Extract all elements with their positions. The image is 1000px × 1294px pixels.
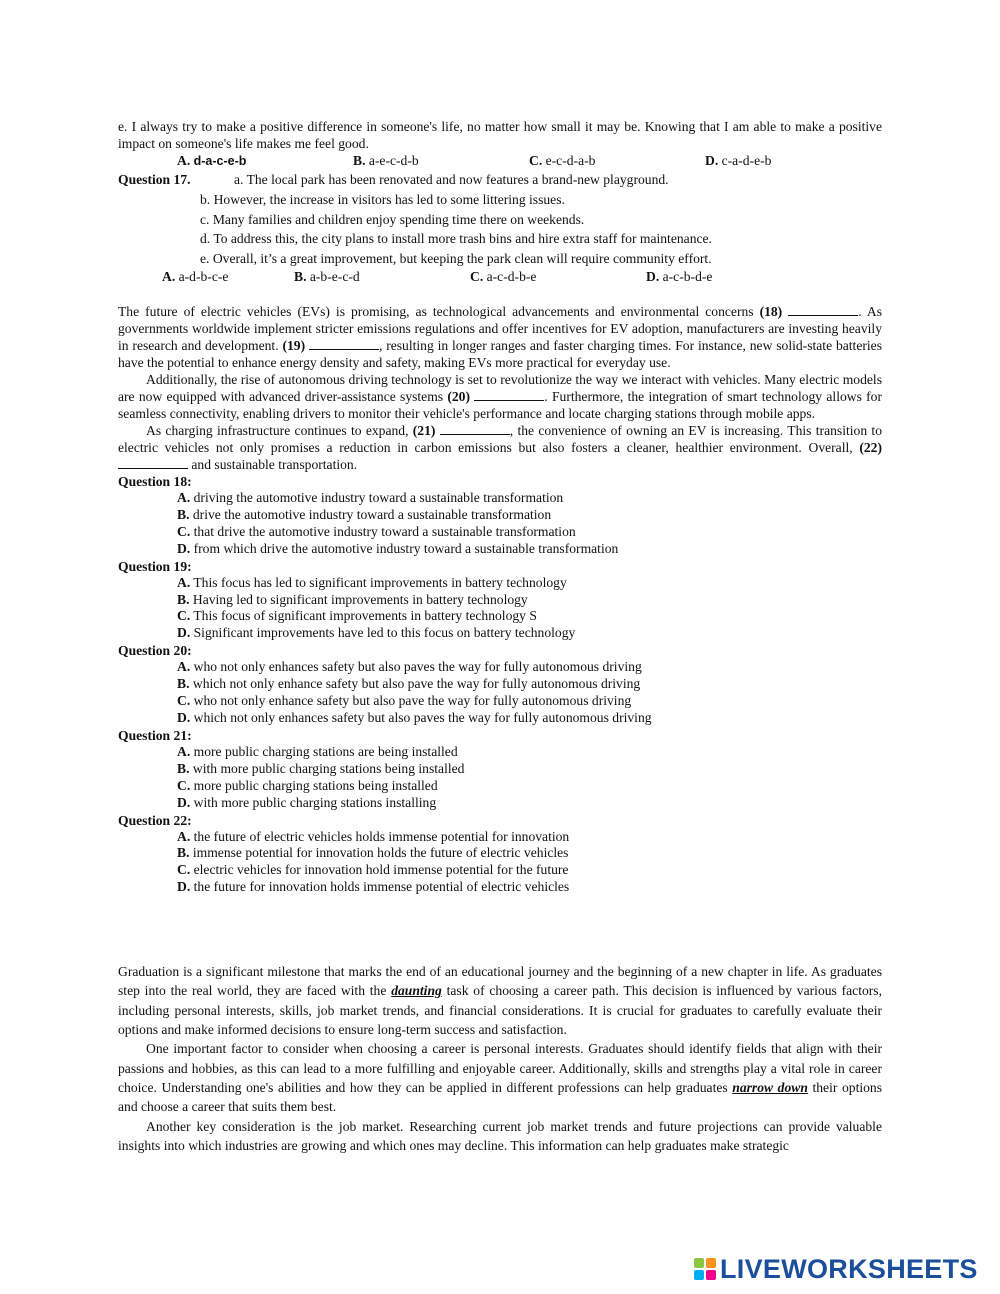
q16-answer-b[interactable]: B. a-e-c-d-b bbox=[353, 153, 419, 168]
liveworksheets-logo bbox=[694, 1256, 978, 1282]
blank-22[interactable] bbox=[118, 456, 188, 469]
q17-answer-c[interactable]: C. a-c-d-b-e bbox=[470, 269, 537, 284]
keyword-narrow-down: narrow down bbox=[732, 1079, 808, 1095]
q17-sentence-d: d. To address this, the city plans to install more trash bins and hire extra staff for maintenance. bbox=[200, 231, 712, 246]
blank-18[interactable] bbox=[788, 303, 858, 316]
option-b[interactable]: B. immense potential for innovation holds the future of electric vehicles bbox=[177, 845, 569, 861]
q17-answer-a[interactable]: A. a-d-b-c-e bbox=[162, 269, 229, 284]
ev-passage-paragraph-3: As charging infrastructure continues to expand, (21) , the convenience of owning an EV is increasing. This transition to electric vehicles not only promises a reduction in carbon emissions but also fosters a cleaner, healthier environment. Overall, (22) and sustainable transportation. bbox=[118, 423, 882, 472]
option-d[interactable]: D. with more public charging stations installing bbox=[177, 794, 437, 810]
question-label: Question 18: bbox=[118, 474, 192, 489]
question-label: Question 20: bbox=[118, 643, 192, 659]
q17-answer-d[interactable]: D. a-c-b-d-e bbox=[646, 269, 713, 284]
q17-sentence-b: b. However, the increase in visitors has led to some littering issues. bbox=[200, 192, 565, 207]
option-c[interactable]: C. that drive the automotive industry toward a sustainable transformation bbox=[177, 523, 576, 539]
question-20 bbox=[118, 642, 882, 727]
logo-mark-icon bbox=[694, 1258, 716, 1280]
ev-passage-paragraph-2: Additionally, the rise of autonomous driving technology is set to revolutionize the way we interact with vehicles. Many electric models are now equipped with advanced driver-assistance systems (20) . Furthermore, the integration of smart technology allows for seamless connectivity, enabling drivers to monitor their vehicle's performance and locate charging stations through mobile apps. bbox=[118, 372, 882, 421]
option-a[interactable]: A. who not only enhances safety but also paves the way for fully autonomous driving bbox=[177, 659, 642, 675]
question-22 bbox=[118, 812, 882, 897]
option-a[interactable]: A. more public charging stations are being installed bbox=[177, 743, 458, 759]
logo-text: LIVEWORKSHEETS bbox=[720, 1254, 978, 1284]
blank-19[interactable] bbox=[309, 337, 379, 350]
q17-sentence-a: a. The local park has been renovated and now features a brand-new playground. bbox=[234, 172, 669, 187]
career-passage-paragraph-3: Another key consideration is the job market. Researching current job market trends and future projections can provide valuable insights into which industries are growing and which ones may decline. This information can help graduates make strategic bbox=[118, 1118, 882, 1153]
worksheet-page bbox=[118, 118, 882, 1155]
q17-label: Question 17. bbox=[118, 172, 191, 187]
q17-sentence-c: c. Many families and children enjoy spending time there on weekends. bbox=[200, 211, 585, 227]
question-19 bbox=[118, 558, 882, 643]
option-c[interactable]: C. electric vehicles for innovation hold immense potential for the future bbox=[177, 862, 569, 878]
q16-answer-a[interactable]: A. d-a-c-e-b bbox=[177, 153, 247, 168]
q16-option-e: e. I always try to make a positive difference in someone's life, no matter how small it may be. Knowing that I am able to make a positive impact on someone's life makes me feel good. bbox=[118, 119, 882, 151]
option-d[interactable]: D. from which drive the automotive industry toward a sustainable transformation bbox=[177, 540, 619, 556]
option-a[interactable]: A. the future of electric vehicles holds immense potential for innovation bbox=[177, 828, 570, 844]
q17-sentence-e: e. Overall, it’s a great improvement, but keeping the park clean will require community effort. bbox=[200, 250, 712, 266]
question-label: Question 21: bbox=[118, 727, 192, 743]
q16-answer-row bbox=[118, 152, 882, 170]
q17-answer-row bbox=[118, 268, 882, 285]
option-b[interactable]: B. with more public charging stations being installed bbox=[177, 760, 465, 776]
question-label: Question 19: bbox=[118, 558, 192, 574]
option-a[interactable]: A. This focus has led to significant improvements in battery technology bbox=[177, 574, 567, 590]
option-d[interactable]: D. the future for innovation holds immense potential of electric vehicles bbox=[177, 879, 570, 895]
question-21 bbox=[118, 727, 882, 812]
career-passage-paragraph-1: Graduation is a significant milestone that marks the end of an educational journey and the beginning of a new chapter in life. As graduates step into the real world, they are faced with the daunting task of choosing a career path. This decision is influenced by various factors, including personal interests, skills, job market trends, and financial considerations. It is crucial for graduates to carefully evaluate their options and make informed decisions to ensure long-term success and satisfaction. bbox=[118, 964, 882, 1038]
q16-answer-d[interactable]: D. c-a-d-e-b bbox=[705, 153, 772, 168]
question-label: Question 22: bbox=[118, 812, 192, 828]
blank-21[interactable] bbox=[440, 422, 510, 435]
q17-answer-b[interactable]: B. a-b-e-c-d bbox=[294, 269, 360, 284]
question-18 bbox=[118, 473, 882, 558]
option-b[interactable]: B. drive the automotive industry toward a sustainable transformation bbox=[177, 506, 552, 522]
keyword-daunting: daunting bbox=[391, 983, 442, 999]
q17-header bbox=[118, 171, 882, 188]
option-c[interactable]: C. who not only enhance safety but also pave the way for fully autonomous driving bbox=[177, 693, 632, 709]
option-b[interactable]: B. Having led to significant improvements in battery technology bbox=[177, 591, 528, 607]
career-passage-paragraph-2: One important factor to consider when choosing a career is personal interests. Graduates should identify fields that align with their passions and hobbies, as this can lead to a more fulfilling and enjoyable career. Additionally, skills and strengths play a vital role in career choice. Understanding one's abilities and how they can be applied in different professions can help graduates narrow down their options and choose a career that suits them best. bbox=[118, 1041, 883, 1115]
option-a[interactable]: A. driving the automotive industry toward a sustainable transformation bbox=[177, 490, 564, 505]
option-b[interactable]: B. which not only enhance safety but also pave the way for fully autonomous driving bbox=[177, 676, 641, 692]
option-d[interactable]: D. Significant improvements have led to this focus on battery technology bbox=[177, 625, 576, 641]
q16-answer-c[interactable]: C. e-c-d-a-b bbox=[529, 153, 596, 168]
option-c[interactable]: C. This focus of significant improvements in battery technology S bbox=[177, 608, 537, 624]
ev-passage-paragraph-1: The future of electric vehicles (EVs) is promising, as technological advancements and environmental concerns (18) . As governments worldwide implement stricter emissions regulations and offer incentives for EV adoption, manufacturers are investing heavily in research and development. (19) , resulting in longer ranges and faster charging times. For instance, new solid-state batteries have the potential to enhance energy density and safety, making EVs more practical for everyday use. bbox=[118, 304, 882, 370]
option-c[interactable]: C. more public charging stations being installed bbox=[177, 777, 438, 793]
blank-20[interactable] bbox=[474, 388, 544, 401]
option-d[interactable]: D. which not only enhances safety but also paves the way for fully autonomous driving bbox=[177, 709, 652, 725]
